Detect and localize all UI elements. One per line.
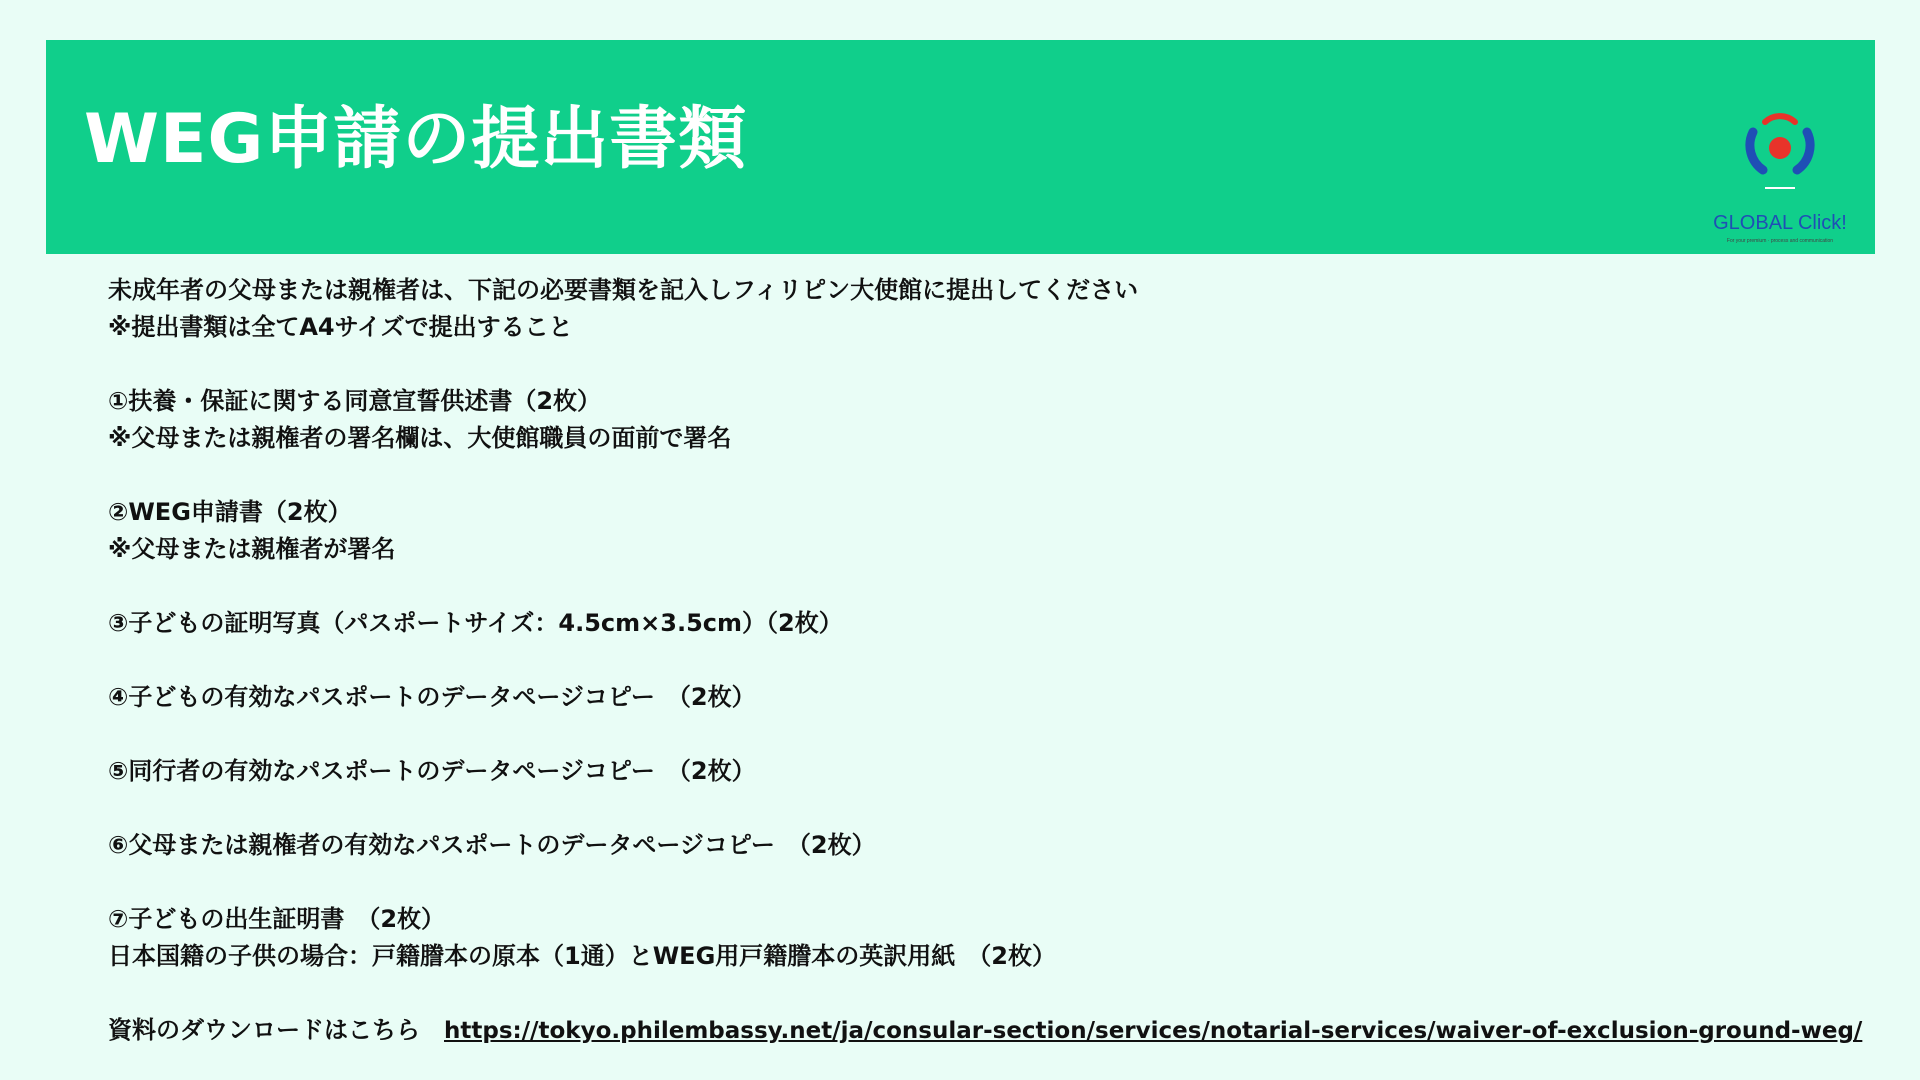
download-label: 資料のダウンロードはこちら [108, 1016, 420, 1044]
item-5-title: ⑤同行者の有効なパスポートのデータページコピー （2枚） [108, 757, 756, 785]
item-1-note: ※父母または親権者の署名欄は、大使館職員の面前で署名 [108, 424, 732, 452]
item-2-title: ②WEG申請書（2枚） [108, 498, 352, 526]
item-7-title: ⑦子どもの出生証明書 （2枚） [108, 905, 446, 933]
header-banner [46, 40, 1875, 254]
item-1-title: ①扶養・保証に関する同意宣誓供述書（2枚） [108, 387, 602, 415]
intro-note: ※提出書類は全てA4サイズで提出すること [108, 313, 573, 341]
intro-line: 未成年者の父母または親権者は、下記の必要書類を記入しフィリピン大使館に提出してください [108, 276, 1139, 304]
item-3-title: ③子どもの証明写真（パスポートサイズ：4.5cm×3.5cm）（2枚） [108, 609, 843, 637]
logo-tagline: For your premium · process and communication [1726, 238, 1834, 244]
page-title: WEG申請の提出書類 [84, 100, 748, 179]
logo [1705, 92, 1855, 244]
download-row [108, 1012, 1868, 1050]
item-7-note: 日本国籍の子供の場合：戸籍謄本の原本（1通）とWEG用戸籍謄本の英訳用紙 （2枚） [108, 942, 1056, 970]
item-4-title: ④子どもの有効なパスポートのデータページコピー （2枚） [108, 683, 756, 711]
globe-icon [1705, 92, 1855, 212]
item-2-note: ※父母または親権者が署名 [108, 535, 396, 563]
logo-name: GLOBAL Click! [1713, 212, 1847, 234]
download-link[interactable]: https://tokyo.philembassy.net/ja/consular-section/services/notarial-services/waiver-of-exclusion-ground-weg/ [444, 1018, 1863, 1044]
document-body [108, 272, 1868, 1050]
item-6-title: ⑥父母または親権者の有効なパスポートのデータページコピー （2枚） [108, 831, 876, 859]
